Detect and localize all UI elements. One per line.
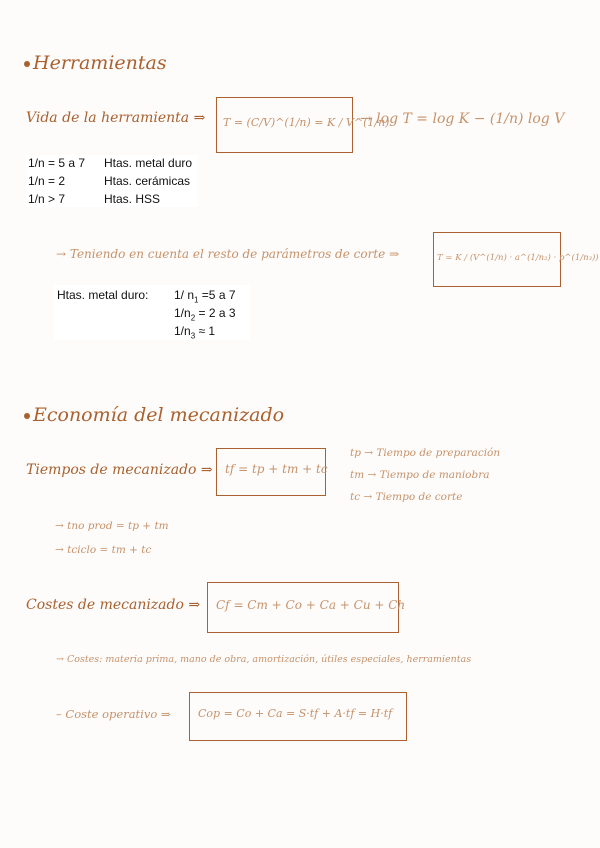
tool-row-1-type: Htas. metal duro	[104, 156, 193, 170]
cutting-params-note: → Teniendo en cuenta el resto de parámetros de corte ⇒	[56, 247, 400, 261]
bullet-dot-icon	[24, 61, 30, 67]
tool-row-3-type: Htas. HSS	[104, 192, 161, 206]
exponent-row-2: $1/n_2 = 2$ a 3	[174, 306, 236, 323]
tool-life-formula: T = (C/V)^(1/n) = K / V^(1/n)	[223, 116, 390, 129]
metal-duro-label: Htas. metal duro:	[57, 288, 149, 302]
bullet-dot-icon	[24, 413, 30, 419]
exponent-row-3: $1/n_3 \approx 1$	[174, 324, 216, 341]
metal-duro-table	[54, 285, 250, 340]
op-cost-formula: Cop = Co + Ca = S·tf + A·tf = H·tf	[198, 707, 393, 720]
costs-formula: Cf = Cm + Co + Ca + Cu + Ch	[216, 598, 406, 612]
section-title-herramientas	[24, 52, 167, 74]
tool-table	[26, 155, 198, 207]
times-formula: tf = tp + tm + tc	[225, 462, 328, 476]
full-formula: T = K / (V^(1/n) · a^(1/n₂) · p^(1/n₃))	[437, 253, 599, 263]
tool-row-3: 1/n > 7	[28, 192, 66, 206]
def-no-prod: → tno prod = tp + tm	[55, 520, 169, 532]
tool-row-2: 1/n = 2	[28, 174, 66, 188]
def-ciclo: → tciclo = tm + tc	[55, 544, 152, 556]
times-label: Tiempos de mecanizado ⇒	[26, 462, 213, 478]
op-cost-label: – Coste operativo ⇒	[56, 707, 171, 721]
exponent-row-1: 1/ $n_1 =5$ a 7	[174, 288, 236, 305]
legend-tp: tp → Tiempo de preparación	[350, 447, 501, 459]
legend-tm: tm → Tiempo de maniobra	[350, 469, 490, 481]
legend-tc: tc → Tiempo de corte	[350, 491, 463, 503]
log-formula: → log T = log K − (1/n) log V	[360, 111, 565, 127]
economia-text: Economía del mecanizado	[33, 404, 285, 426]
herramientas-text: Herramientas	[33, 52, 167, 74]
costs-label: Costes de mecanizado ⇒	[26, 597, 201, 613]
tool-life-label: Vida de la herramienta ⇒	[26, 110, 206, 126]
tool-row-2-type: Htas. cerámicas	[104, 174, 191, 188]
tool-row-1: 1/n = 5 a 7	[28, 156, 86, 170]
section-title-economia	[24, 404, 284, 426]
costs-note: → Costes: materia prima, mano de obra, amortización, útiles especiales, herramientas	[56, 654, 472, 665]
